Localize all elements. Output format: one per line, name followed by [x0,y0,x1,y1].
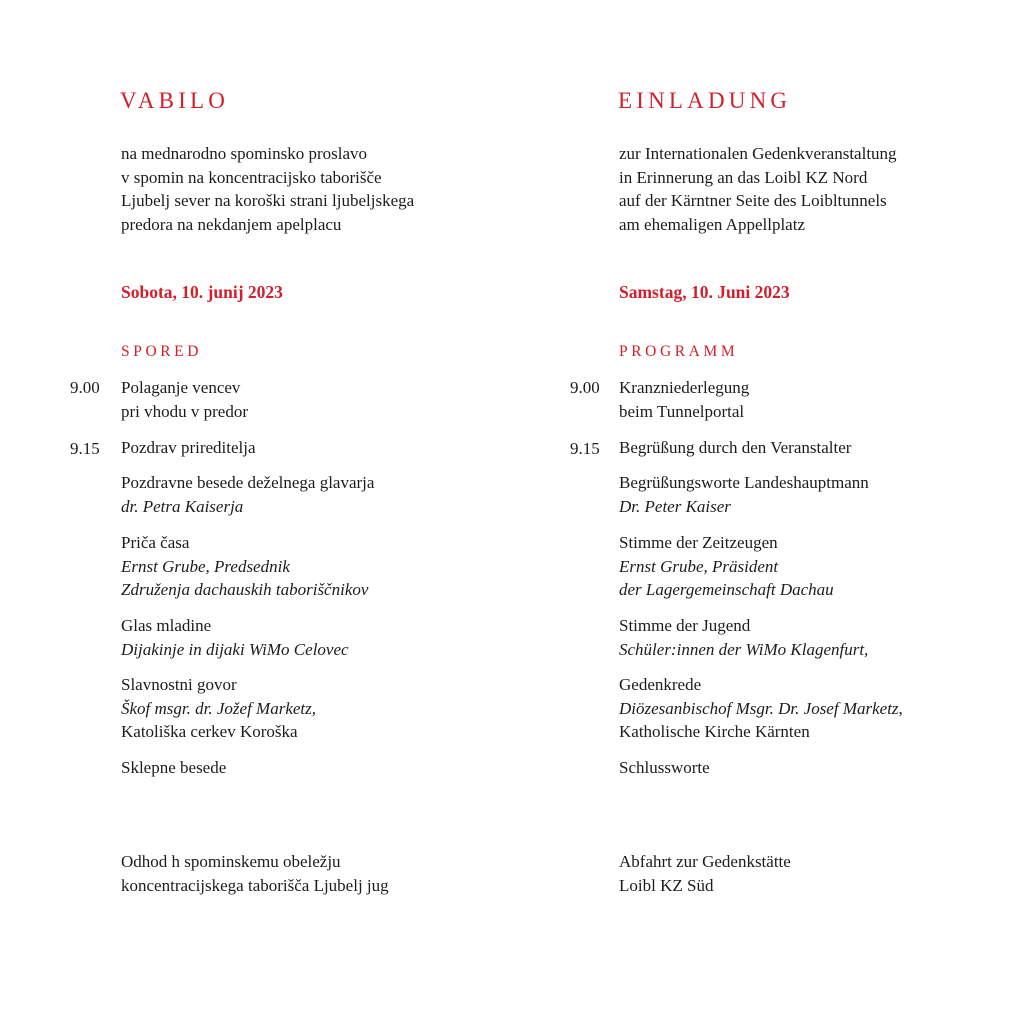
slovene-heading: VABILO [120,88,230,113]
item-line: Pozdravne besede deželnega glavarja [121,473,375,492]
program-item [121,756,226,780]
intro-line: v spomin na koncentracijsko taborišče [121,167,382,187]
closing-line: Abfahrt zur Gedenkstätte [619,852,791,871]
german-column [498,0,918,1024]
german-intro [619,142,897,236]
item-line: Gedenkrede [619,675,702,694]
program-item [619,673,903,744]
intro-line: am ehemaligen Appellplatz [619,214,805,234]
german-date: Samstag, 10. Juni 2023 [619,282,790,302]
item-line: Priča časa [121,533,190,552]
item-line: Ernst Grube, Predsednik [121,556,290,576]
item-line-italic: Diözesanbischof Msgr. Dr. Josef Marketz [619,698,899,718]
item-line: Združenja dachauskih taboriščnikov [121,580,369,599]
closing-line: Loibl KZ Süd [619,875,714,895]
program-item [619,376,749,423]
slovene-program-heading: SPORED [121,343,203,360]
item-line: Škof msgr. dr. Jožef Marketz, [121,698,317,718]
closing-line: koncentracijskega taborišča Ljubelj jug [121,875,389,895]
program-item [619,436,851,460]
item-time: 9.00 [70,378,100,397]
intro-line: in Erinnerung an das Loibl KZ Nord [619,167,868,187]
slovene-intro [121,142,414,236]
item-line: dr. Petra Kaiserja [121,496,244,516]
item-line: Pozdrav prireditelja [121,438,256,457]
item-line: Glas mladine [121,616,212,635]
closing-line: Odhod h spominskemu obeležju [121,852,341,871]
item-time: 9.15 [70,439,100,458]
intro-line: Ljubelj sever na koroški strani ljubeljskega [121,191,415,210]
item-line-suffix: , [898,698,903,718]
program-item [121,471,374,518]
item-line: Begrüßungsworte Landeshauptmann [619,473,869,492]
intro-line: predora na nekdanjem apelplacu [121,214,342,234]
program-item [619,471,869,518]
program-item [121,531,368,602]
slovene-date: Sobota, 10. junij 2023 [121,282,283,302]
intro-line: na mednarodno spominsko proslavo [121,144,367,163]
german-program-heading: PROGRAMM [619,343,739,360]
slovene-column [0,0,420,1024]
item-line [619,697,903,721]
item-line: Dijakinje in dijaki WiMo Celovec [121,639,349,659]
item-line: Sklepne besede [121,758,227,777]
item-line: Schlussworte [619,758,710,777]
item-line: Dr. Peter Kaiser [619,496,731,516]
item-line: Schüler:innen der WiMo Klagenfurt, [619,639,869,659]
item-time: 9.15 [570,439,600,458]
program-item [619,531,834,602]
item-line: beim Tunnelportal [619,401,745,421]
slovene-closing [121,850,389,897]
item-line: Ernst Grube, Präsident [619,556,779,576]
item-line: Stimme der Zeitzeugen [619,533,778,552]
program-item [121,673,316,744]
item-line: Slavnostni govor [121,675,237,694]
intro-line: zur Internationalen Gedenkveranstaltung [619,144,897,163]
item-line: der Lagergemeinschaft Dachau [619,580,834,599]
item-line: Polaganje vencev [121,378,241,397]
intro-line: auf der Kärntner Seite des Loibltunnels [619,191,887,210]
item-line: Katoliška cerkev Koroška [121,722,298,741]
program-item [121,436,256,460]
program-item [619,756,710,780]
item-line: Stimme der Jugend [619,616,751,635]
german-closing [619,850,791,897]
item-line: pri vhodu v predor [121,401,249,421]
program-item [121,376,248,423]
item-time: 9.00 [570,378,600,397]
item-line: Katholische Kirche Kärnten [619,722,810,741]
item-line: Kranzniederlegung [619,378,750,397]
item-line: Begrüßung durch den Veranstalter [619,438,852,457]
program-item [121,614,349,661]
german-heading: EINLADUNG [618,88,792,113]
program-item [619,614,868,661]
